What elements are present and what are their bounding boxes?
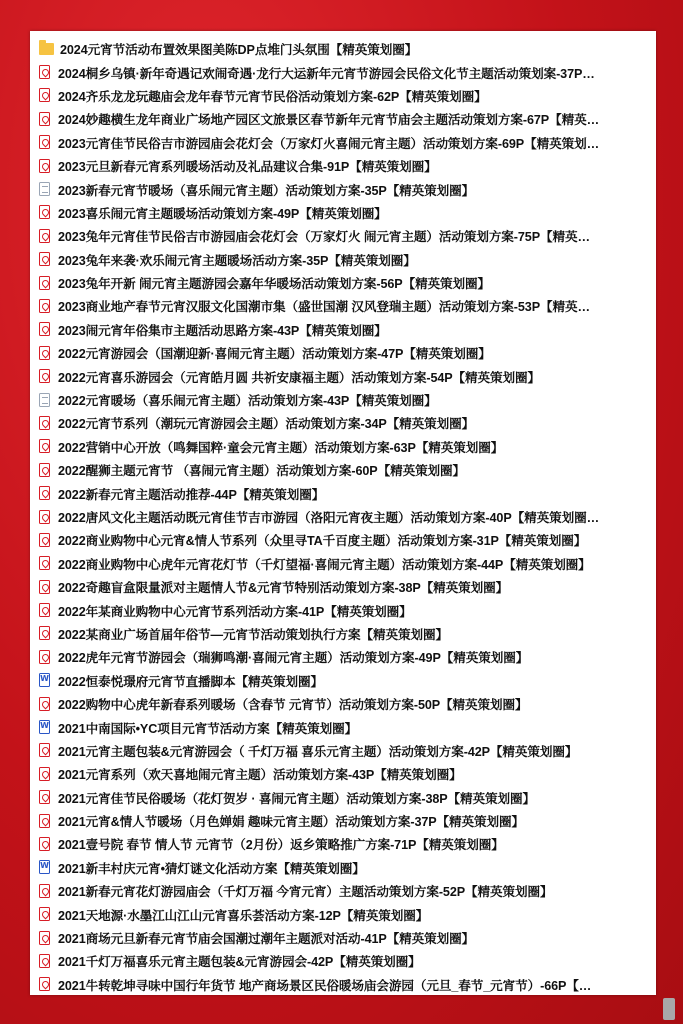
- pdf-file-icon: [39, 299, 50, 313]
- file-item[interactable]: [30, 154, 656, 177]
- pdf-file-icon: [39, 580, 50, 594]
- pdf-file-icon: [39, 65, 50, 79]
- document-file-icon: [39, 393, 50, 407]
- folder-item[interactable]: [30, 37, 656, 60]
- pdf-file-icon: [39, 626, 50, 640]
- file-name: 2024元宵节活动布置效果图美陈DP点堆门头氛围【精英策划圈】: [60, 43, 418, 58]
- file-item[interactable]: [30, 248, 656, 271]
- pdf-file-icon: [39, 510, 50, 524]
- pdf-file-icon: [39, 907, 50, 921]
- file-item[interactable]: [30, 645, 656, 668]
- file-name: 2021千灯万福喜乐元宵主题包装&元宵游园会-42P【精英策划圈】: [58, 955, 421, 970]
- pdf-file-icon: [39, 837, 50, 851]
- file-item[interactable]: [30, 107, 656, 130]
- file-item[interactable]: [30, 762, 656, 785]
- file-item[interactable]: [30, 458, 656, 481]
- file-item[interactable]: [30, 271, 656, 294]
- file-name: 2021牛转乾坤寻味中国行年货节 地产商场景区民俗暖场庙会游园（元旦_春节_元宵节）-66P【…: [58, 978, 592, 993]
- file-name: 2023新春元宵节暖场（喜乐闹元宵主题）活动策划方案-35P【精英策划圈】: [58, 183, 475, 198]
- file-name: 2022新春元宵主题活动推荐-44P【精英策划圈】: [58, 487, 325, 502]
- file-item[interactable]: [30, 177, 656, 200]
- pdf-file-icon: [39, 416, 50, 430]
- pdf-file-icon: [39, 650, 50, 664]
- file-name: 2024齐乐龙龙玩趣庙会龙年春节元宵节民俗活动策划方案-62P【精英策划圈】: [58, 89, 487, 104]
- pdf-file-icon: [39, 556, 50, 570]
- file-name: 2021壹号院 春节 情人节 元宵节（2月份）返乡策略推广方案-71P【精英策划圈】: [58, 838, 504, 853]
- file-name: 2022醒狮主题元宵节 （喜闹元宵主题）活动策划方案-60P【精英策划圈】: [58, 464, 466, 479]
- file-name: 2023兔年来袭·欢乐闹元宵主题暖场活动方案-35P【精英策划圈】: [58, 253, 416, 268]
- file-item[interactable]: [30, 528, 656, 551]
- pdf-file-icon: [39, 322, 50, 336]
- file-item[interactable]: [30, 84, 656, 107]
- word-file-icon: [39, 860, 50, 874]
- file-item[interactable]: [30, 692, 656, 715]
- file-item[interactable]: [30, 926, 656, 949]
- file-name: 2022唐风文化主题活动既元宵佳节吉市游园（洛阳元宵夜主题）活动策划方案-40P【精英策划圈…: [58, 511, 600, 525]
- file-item[interactable]: [30, 341, 656, 364]
- file-name: 2023喜乐闹元宵主题暖场活动策划方案-49P【精英策划圈】: [58, 206, 387, 221]
- file-name: 2022元宵暖场（喜乐闹元宵主题）活动策划方案-43P【精英策划圈】: [58, 394, 437, 409]
- file-item[interactable]: [30, 575, 656, 598]
- file-name: 2023元宵佳节民俗吉市游园庙会花灯会（万家灯火喜闹元宵主题）活动策划方案-69P【精英策划…: [58, 136, 600, 151]
- file-name: 2022奇趣盲盒限量派对主题情人节&元宵节特别活动策划方案-38P【精英策划圈】: [58, 581, 509, 596]
- file-name: 2021天地源·水墨江山江山元宵喜乐荟活动方案-12P【精英策划圈】: [58, 908, 429, 923]
- file-item[interactable]: [30, 201, 656, 224]
- pdf-file-icon: [39, 603, 50, 617]
- file-list-panel: [30, 31, 656, 995]
- file-name: 2022年某商业购物中心元宵节系列活动方案-41P【精英策划圈】: [58, 604, 412, 619]
- pdf-file-icon: [39, 790, 50, 804]
- file-item[interactable]: [30, 131, 656, 154]
- file-name: 2021中南国际•YC项目元宵节活动方案【精英策划圈】: [58, 721, 358, 736]
- pdf-file-icon: [39, 439, 50, 453]
- file-name: 2021元宵&情人节暖场（月色婵娟 趣味元宵主题）活动策划方案-37P【精英策划圈】: [58, 815, 525, 830]
- file-name: 2022购物中心虎年新春系列暖场（含春节 元宵节）活动策划方案-50P【精英策划圈】: [58, 698, 528, 713]
- file-name: 2021元宵主题包装&元宵游园会（ 千灯万福 喜乐元宵主题）活动策划方案-42P【精英策划圈】: [58, 744, 578, 759]
- file-name: 2021商场元旦新春元宵节庙会国潮过潮年主题派对活动-41P【精英策划圈】: [58, 932, 475, 947]
- file-item[interactable]: [30, 856, 656, 879]
- file-name: 2024妙趣横生龙年商业广场地产园区文旅景区春节新年元宵节庙会主题活动策划方案-67P【精英…: [58, 113, 600, 128]
- file-list: [30, 31, 656, 995]
- pdf-file-icon: [39, 135, 50, 149]
- file-item[interactable]: [30, 809, 656, 832]
- scrollbar-thumb[interactable]: [663, 998, 675, 1020]
- pdf-file-icon: [39, 697, 50, 711]
- pdf-file-icon: [39, 463, 50, 477]
- pdf-file-icon: [39, 884, 50, 898]
- pdf-file-icon: [39, 369, 50, 383]
- file-name: 2022营销中心开放（鸣舞国粹·童会元宵主题）活动策划方案-63P【精英策划圈】: [58, 440, 504, 455]
- file-item[interactable]: [30, 715, 656, 738]
- file-item[interactable]: [30, 505, 656, 528]
- pdf-file-icon: [39, 814, 50, 828]
- file-item[interactable]: [30, 973, 656, 995]
- file-name: 2023商业地产春节元宵汉服文化国潮市集（盛世国潮 汉风登瑞主题）活动策划方案-53P【精英…: [58, 300, 590, 315]
- file-item[interactable]: [30, 902, 656, 925]
- file-item[interactable]: [30, 224, 656, 247]
- file-item[interactable]: [30, 598, 656, 621]
- file-item[interactable]: [30, 622, 656, 645]
- pdf-file-icon: [39, 486, 50, 500]
- file-name: 2021元宵佳节民俗暖场（花灯贺岁 · 喜闹元宵主题）活动策划方案-38P【精英策划圈】: [58, 791, 536, 806]
- pdf-file-icon: [39, 112, 50, 126]
- file-name: 2024桐乡乌镇·新年奇遇记欢闹奇遇·龙行大运新年元宵节游园会民俗文化节主题活动策划案-37P…: [58, 66, 595, 81]
- file-item[interactable]: [30, 435, 656, 458]
- pdf-file-icon: [39, 159, 50, 173]
- file-name: 2022虎年元宵节游园会（瑞狮鸣潮·喜闹元宵主题）活动策划方案-49P【精英策划圈】: [58, 651, 529, 666]
- file-name: 2023兔年开新 闹元宵主题游园会嘉年华暖场活动策划方案-56P【精英策划圈】: [58, 277, 491, 292]
- word-file-icon: [39, 720, 50, 734]
- file-name: 2021新丰村庆元宵•猜灯谜文化活动方案【精英策划圈】: [58, 861, 365, 876]
- pdf-file-icon: [39, 954, 50, 968]
- file-item[interactable]: [30, 60, 656, 83]
- file-name: 2023闹元宵年俗集市主题活动思路方案-43P【精英策划圈】: [58, 323, 387, 338]
- file-name: 2022元宵游园会（国潮迎新·喜闹元宵主题）活动策划方案-47P【精英策划圈】: [58, 347, 491, 362]
- file-item[interactable]: [30, 364, 656, 387]
- file-item[interactable]: [30, 879, 656, 902]
- document-file-icon: [39, 182, 50, 196]
- file-item[interactable]: [30, 318, 656, 341]
- file-name: 2022某商业广场首届年俗节—元宵节活动策划执行方案【精英策划圈】: [58, 627, 448, 642]
- file-name: 2022恒泰悦璟府元宵节直播脚本【精英策划圈】: [58, 674, 323, 689]
- pdf-file-icon: [39, 931, 50, 945]
- file-item[interactable]: [30, 388, 656, 411]
- file-item[interactable]: [30, 294, 656, 317]
- file-name: 2022商业购物中心元宵&情人节系列（众里寻TA千百度主题）活动策划方案-31P【精英策划圈】: [58, 534, 587, 549]
- pdf-file-icon: [39, 767, 50, 781]
- file-name: 2023元旦新春元宵系列暖场活动及礼品建议合集-91P【精英策划圈】: [58, 160, 437, 175]
- file-item[interactable]: [30, 739, 656, 762]
- file-item[interactable]: [30, 669, 656, 692]
- pdf-file-icon: [39, 229, 50, 243]
- folder-icon: [39, 43, 54, 55]
- file-name: 2021元宵系列（欢天喜地闹元宵主题）活动策划方案-43P【精英策划圈】: [58, 768, 462, 783]
- pdf-file-icon: [39, 205, 50, 219]
- file-item[interactable]: [30, 949, 656, 972]
- pdf-file-icon: [39, 533, 50, 547]
- pdf-file-icon: [39, 977, 50, 991]
- file-name: 2022元宵喜乐游园会（元宵皓月圆 共祈安康福主题）活动策划方案-54P【精英策划圈】: [58, 370, 541, 385]
- pdf-file-icon: [39, 252, 50, 266]
- file-name: 2023兔年元宵佳节民俗吉市游园庙会花灯会（万家灯火 闹元宵主题）活动策划方案-75P【精英…: [58, 230, 590, 245]
- pdf-file-icon: [39, 276, 50, 290]
- file-item[interactable]: [30, 832, 656, 855]
- pdf-file-icon: [39, 743, 50, 757]
- file-item[interactable]: [30, 552, 656, 575]
- file-item[interactable]: [30, 481, 656, 504]
- word-file-icon: [39, 673, 50, 687]
- file-name: 2022商业购物中心虎年元宵花灯节（千灯望福·喜闹元宵主题）活动策划方案-44P【精英策划圈】: [58, 557, 591, 572]
- pdf-file-icon: [39, 88, 50, 102]
- file-name: 2022元宵节系列（潮玩元宵游园会主题）活动策划方案-34P【精英策划圈】: [58, 417, 475, 432]
- file-item[interactable]: [30, 411, 656, 434]
- file-name: 2021新春元宵花灯游园庙会（千灯万福 今宵元宵）主题活动策划方案-52P【精英策划圈】: [58, 885, 553, 900]
- file-item[interactable]: [30, 786, 656, 809]
- pdf-file-icon: [39, 346, 50, 360]
